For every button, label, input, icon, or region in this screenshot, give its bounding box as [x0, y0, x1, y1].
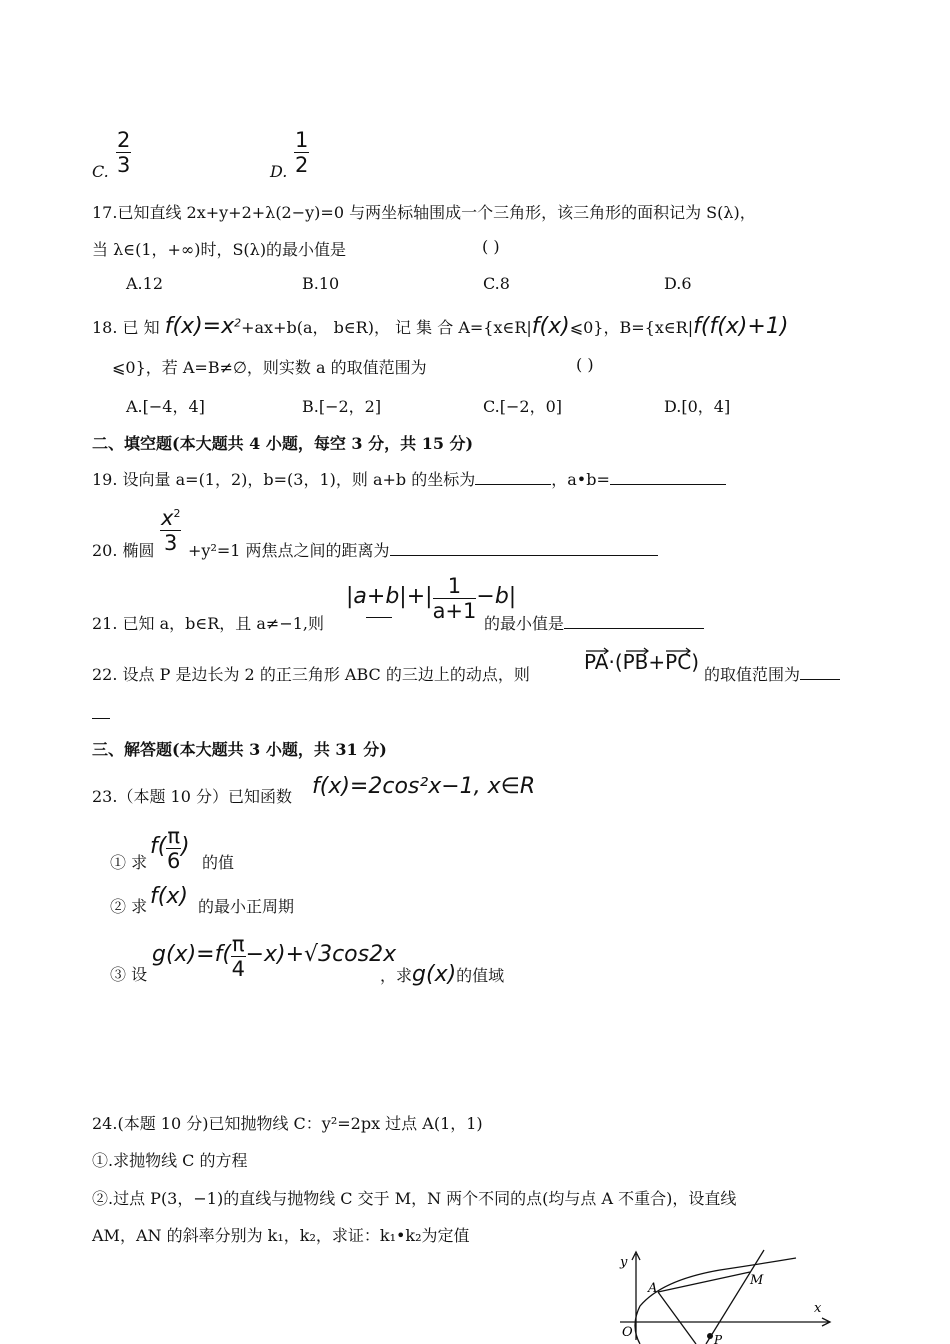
q20-fraction: $\frac{x^2}{3}$	[160, 502, 181, 555]
q22-expression: PA·(PB+PC)	[584, 650, 699, 674]
section-3-heading: 三、解答题(本大题共 3 小题，共 31 分)	[92, 740, 387, 759]
q18-option-a: A.[−4，4]	[126, 397, 205, 416]
q18-option-d: D.[0，4]	[664, 397, 731, 416]
q21-blank-short	[366, 617, 392, 618]
q22-suffix: 的取值范围为	[704, 662, 840, 685]
q24-line4: AM，AN 的斜率分别为 k₁，k₂，求证：k₁•k₂为定值	[92, 1226, 470, 1245]
q19-blank-2	[610, 484, 726, 485]
q21-suffix: 的最小值是	[484, 611, 704, 634]
q20-text: +y²=1 两焦点之间的距离为	[188, 538, 658, 561]
q23-function: f(x)=2cos²x−1, x∈R	[312, 774, 536, 799]
q19-blank-1	[475, 484, 551, 485]
q23-part2-suffix: 的最小正周期	[198, 897, 295, 916]
q23-part2-label: ② 求	[110, 897, 148, 916]
q21-expression: |a+b|+| $\frac{1}{a+1}$ −b|	[346, 574, 517, 623]
q19: 19. 设向量 a=(1，2)，b=(3，1)，则 a+b 的坐标为 ，a•b=	[92, 467, 726, 490]
parabola-curve	[635, 1258, 796, 1344]
q18-line2: ⩽0}，若 A=B≠∅，则实数 a 的取值范围为	[112, 358, 427, 377]
q17-answer-paren: ( )	[482, 237, 500, 256]
point-p	[707, 1333, 713, 1339]
q17-line2: 当 λ∈(1，+∞)时，S(λ)的最小值是	[92, 240, 347, 259]
q23-part3-label: ③ 设	[110, 965, 148, 984]
point-p-label: P	[714, 1333, 723, 1344]
q23-prefix: 23.（本题 10 分）已知函数	[92, 787, 292, 806]
q17-option-b: B.10	[302, 274, 340, 293]
x-axis-label: x	[814, 1301, 822, 1316]
q21-prefix: 21. 已知 a，b∈R，且 a≠−1,则	[92, 614, 324, 633]
point-a-label: A	[648, 1281, 658, 1296]
q18-line1: 18. 已 知 $f(x)=x^2+ax+b(a$， b∈R)， 记 集 合 A={x∈R|f(x)⩽0}，B={x∈R|f(f(x)+1)	[92, 314, 789, 339]
q17-option-c: C.8	[483, 274, 510, 293]
y-axis-label: y	[620, 1255, 628, 1270]
q24-line1: 24.(本题 10 分)已知抛物线 C：y²=2px 过点 A(1，1)	[92, 1114, 483, 1133]
q23-part3-expression: g(x)=f( $\frac{\pi}{4}$ −x)+√3cos2x	[152, 932, 397, 981]
q22-blank	[800, 679, 840, 680]
q18-answer-paren: ( )	[576, 355, 594, 374]
q17-line1: 17.已知直线 2x+y+2+λ(2−y)=0 与两坐标轴围成一个三角形，该三角形的面积记为 S(λ)，	[92, 203, 756, 222]
line-am	[658, 1272, 750, 1292]
point-m-label: M	[750, 1273, 764, 1288]
q23-part2-fx: f(x)	[150, 884, 188, 909]
section-2-heading: 二、填空题(本大题共 4 小题，每空 3 分，共 15 分)	[92, 434, 474, 453]
q22-prefix: 22. 设点 P 是边长为 2 的正三角形 ABC 的三边上的动点，则	[92, 665, 530, 684]
q17-option-a: A.12	[126, 274, 163, 293]
q20-blank	[390, 555, 658, 556]
line-pm	[706, 1250, 764, 1344]
q20-prefix: 20. 椭圆	[92, 541, 155, 560]
q21-blank	[564, 628, 704, 629]
q17-option-d: D.6	[664, 274, 692, 293]
q23-part3-suffix: ，求g(x)的值域	[380, 962, 505, 987]
q23-part1-label: ① 求	[110, 853, 148, 872]
origin-label: O	[622, 1325, 633, 1340]
line-an	[658, 1292, 696, 1344]
q24-line3: ②.过点 P(3，−1)的直线与抛物线 C 交于 M，N 两个不同的点(均与点 A 不重合)，设直线	[92, 1189, 737, 1208]
parabola-figure	[600, 1240, 870, 1344]
q22-blank-continued	[92, 718, 110, 719]
q18-option-c: C.[−2，0]	[483, 397, 563, 416]
q24-line2: ①.求抛物线 C 的方程	[92, 1151, 248, 1170]
q23-part1-expression: f( $\frac{\pi}{6}$ )	[150, 824, 190, 873]
q18-option-b: B.[−2，2]	[302, 397, 382, 416]
q23-part1-suffix: 的值	[202, 853, 235, 872]
vector-arrows	[584, 646, 702, 656]
